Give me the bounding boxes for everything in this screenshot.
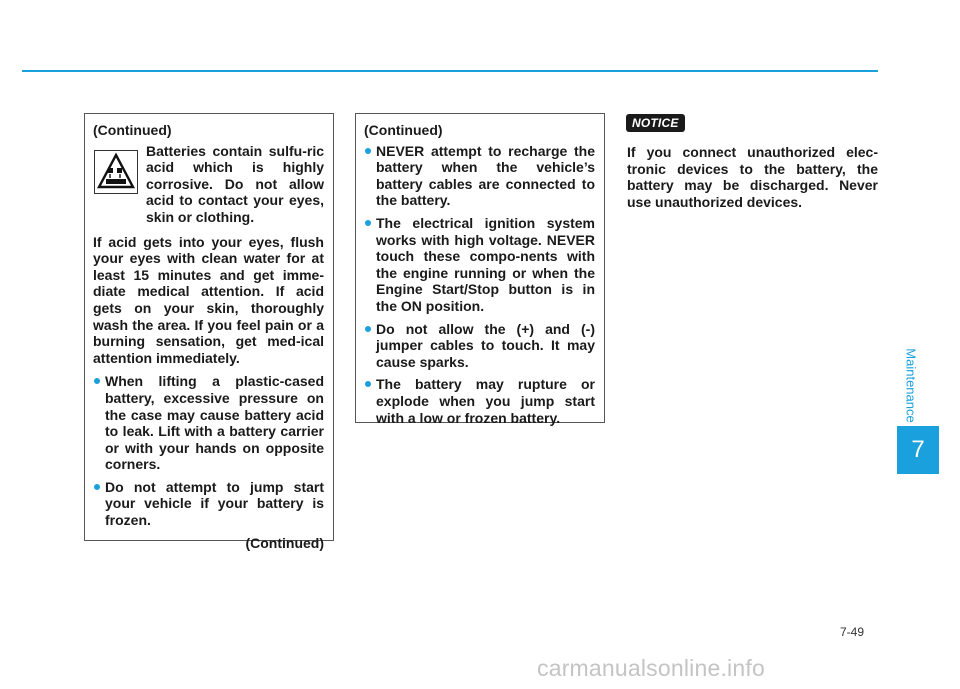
- warning-text: Batteries contain sulfu-ric acid which is highly corrosive. Do not allow acid to contact your eyes, skin or clothing.: [146, 142, 324, 225]
- section-label: [900, 340, 922, 430]
- chapter-tab: 7: [897, 426, 939, 474]
- bullet-list: [364, 143, 595, 427]
- corrosive-acid-icon: [94, 150, 138, 194]
- page-number: 7-49: [840, 625, 865, 639]
- list-item: The electrical ignition system works with high voltage. NEVER touch these compo-nents with the engine running or when the Engine Start/Stop button is in the ON position.: [364, 215, 595, 315]
- acid-contact-paragraph: If acid gets into your eyes, flush your eyes with clean water for at least 15 minutes and get imme-diate medical attention. If acid gets on your skin, thoroughly wash the area. If you feel pain or a burning sensation, get med-ical attention immediately.: [93, 233, 324, 366]
- continued-label-top: (Continued): [364, 122, 443, 138]
- continued-label-bottom: (Continued): [245, 534, 324, 551]
- warning-row: [93, 143, 324, 226]
- watermark: carmanualsonline.info: [537, 655, 765, 681]
- warning-box-middle: [355, 113, 605, 426]
- list-item: NEVER attempt to recharge the battery when the vehicle’s battery cables are connected to the battery.: [364, 143, 595, 209]
- top-rule: [22, 70, 878, 72]
- notice-badge: NOTICE: [626, 114, 685, 132]
- list-item: When lifting a plastic-cased battery, excessive pressure on the case may cause battery acid to leak. Lift with a battery carrier or with your hands on opposite corners.: [93, 373, 324, 473]
- continued-label-top: (Continued): [93, 122, 172, 138]
- warning-box-left: [84, 113, 334, 551]
- notice-text: If you connect unauthorized elec-tronic devices to the battery, the battery may be discharged. Never use unauthorized devices.: [627, 144, 878, 210]
- bullet-list: [93, 373, 324, 528]
- section-label-text: Maintenance: [903, 347, 919, 423]
- list-item: Do not attempt to jump start your vehicle if your battery is frozen.: [93, 479, 324, 529]
- list-item: Do not allow the (+) and (-) jumper cables to touch. It may cause sparks.: [364, 321, 595, 371]
- list-item: The battery may rupture or explode when you jump start with a low or frozen battery.: [364, 376, 595, 426]
